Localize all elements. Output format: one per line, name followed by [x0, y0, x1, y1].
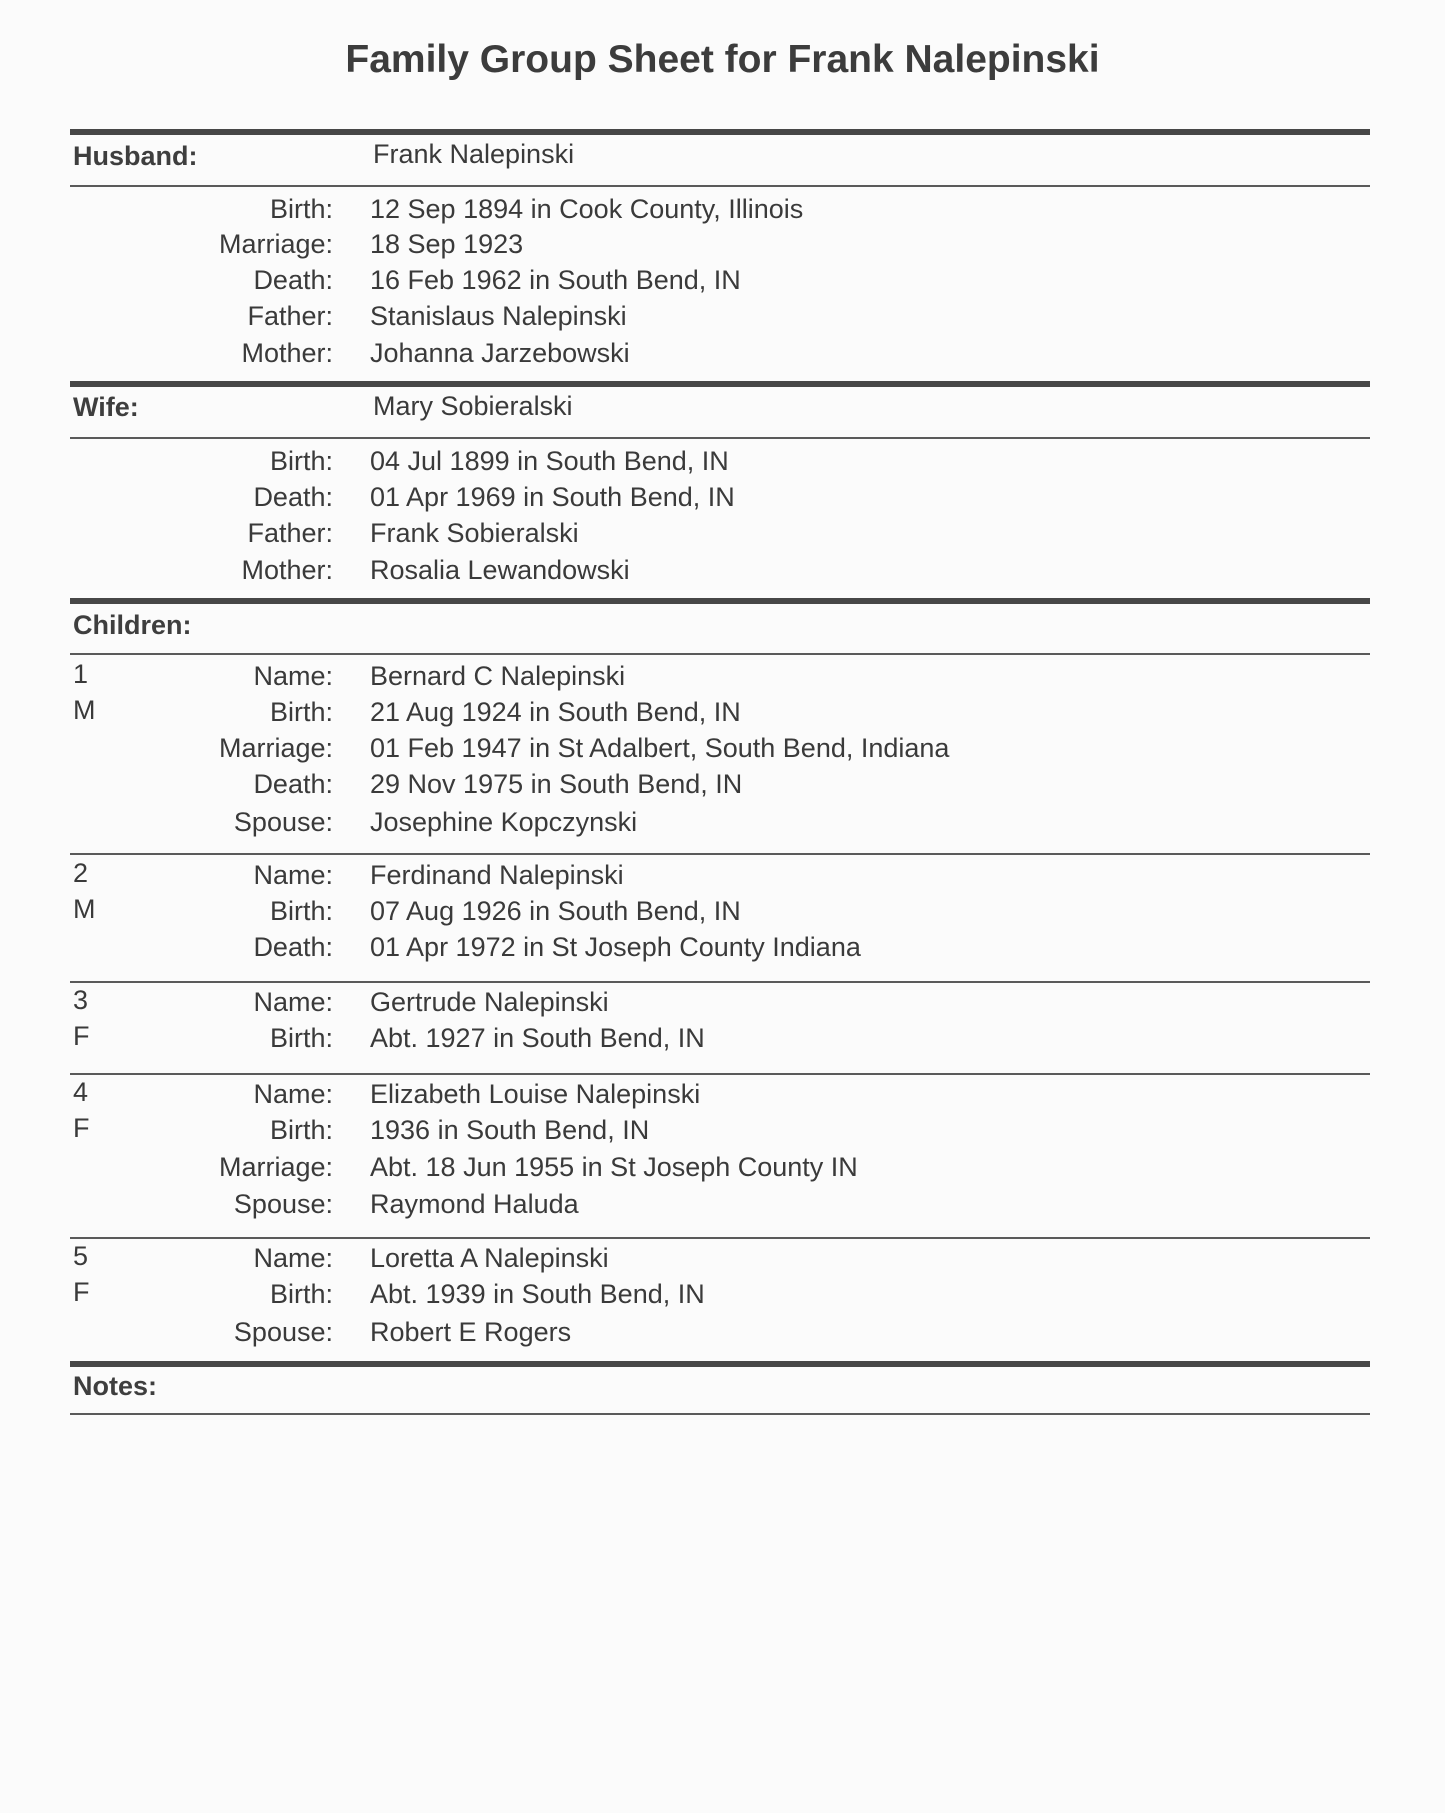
child-fact-value: 21 Aug 1924 in South Bend, IN [370, 697, 741, 727]
section-divider [70, 129, 1370, 135]
child-fact-label: Name: [253, 1079, 333, 1109]
child-sex: F [73, 1277, 90, 1307]
child-fact-value: Ferdinand Nalepinski [370, 860, 624, 890]
husband-fact-label: Birth: [269, 194, 333, 224]
husband-heading: Husband: [73, 141, 198, 171]
wife-fact-value: 01 Apr 1969 in South Bend, IN [370, 482, 735, 512]
husband-fact-label: Father: [247, 301, 333, 331]
child-fact-value: Abt. 1927 in South Bend, IN [370, 1023, 705, 1053]
row-divider [70, 1073, 1370, 1075]
wife-fact-label: Death: [253, 482, 333, 512]
child-fact-label: Marriage: [218, 1152, 333, 1182]
child-fact-label: Name: [253, 860, 333, 890]
child-number: 5 [73, 1241, 89, 1271]
row-divider [70, 1413, 1370, 1415]
section-divider [70, 381, 1370, 387]
child-fact-value: Josephine Kopczynski [370, 807, 638, 837]
child-fact-value: 01 Feb 1947 in St Adalbert, South Bend, Indiana [370, 733, 950, 763]
children-heading: Children: [73, 610, 192, 640]
child-fact-label: Name: [253, 987, 333, 1017]
wife-name: Mary Sobieralski [373, 391, 573, 421]
husband-fact-label: Marriage: [218, 229, 333, 259]
wife-heading: Wife: [73, 392, 139, 422]
child-sex: F [73, 1113, 90, 1143]
child-fact-label: Death: [253, 932, 333, 962]
child-fact-label: Spouse: [233, 807, 333, 837]
child-fact-label: Spouse: [233, 1317, 333, 1347]
child-fact-label: Birth: [269, 697, 333, 727]
child-sex: M [73, 695, 96, 725]
child-fact-label: Death: [253, 769, 333, 799]
child-fact-label: Birth: [269, 1115, 333, 1145]
section-divider [70, 1361, 1370, 1367]
husband-fact-value: 12 Sep 1894 in Cook County, Illinois [370, 194, 804, 224]
row-divider [70, 653, 1370, 655]
child-fact-value: Elizabeth Louise Nalepinski [370, 1079, 701, 1109]
child-fact-label: Marriage: [218, 733, 333, 763]
row-divider [70, 981, 1370, 983]
child-number: 4 [73, 1077, 89, 1107]
notes-heading: Notes: [73, 1371, 158, 1401]
child-fact-label: Spouse: [233, 1189, 333, 1219]
child-sex: F [73, 1021, 90, 1051]
child-fact-label: Birth: [269, 896, 333, 926]
husband-fact-value: Stanislaus Nalepinski [370, 301, 627, 331]
row-divider [70, 185, 1370, 187]
child-fact-value: 01 Apr 1972 in St Joseph County Indiana [370, 932, 861, 962]
section-divider [70, 598, 1370, 604]
husband-fact-value: Johanna Jarzebowski [370, 338, 630, 368]
child-fact-value: Abt. 1939 in South Bend, IN [370, 1279, 705, 1309]
wife-fact-label: Mother: [241, 555, 333, 585]
child-fact-value: 29 Nov 1975 in South Bend, IN [370, 769, 743, 799]
child-fact-label: Birth: [269, 1023, 333, 1053]
child-fact-value: 1936 in South Bend, IN [370, 1115, 650, 1145]
child-number: 3 [73, 985, 89, 1015]
child-fact-value: Abt. 18 Jun 1955 in St Joseph County IN [370, 1152, 858, 1182]
row-divider [70, 853, 1370, 855]
husband-fact-value: 16 Feb 1962 in South Bend, IN [370, 265, 741, 295]
wife-fact-label: Birth: [269, 446, 333, 476]
child-fact-value: Raymond Haluda [370, 1189, 579, 1219]
husband-fact-label: Death: [253, 265, 333, 295]
husband-fact-value: 18 Sep 1923 [370, 229, 524, 259]
child-fact-label: Name: [253, 661, 333, 691]
child-number: 1 [73, 659, 89, 689]
child-fact-value: Robert E Rogers [370, 1317, 572, 1347]
husband-name: Frank Nalepinski [373, 139, 575, 169]
child-fact-label: Name: [253, 1243, 333, 1273]
child-number: 2 [73, 858, 89, 888]
wife-fact-value: Rosalia Lewandowski [370, 555, 630, 585]
wife-fact-value: Frank Sobieralski [370, 518, 579, 548]
row-divider [70, 1237, 1370, 1239]
child-fact-value: 07 Aug 1926 in South Bend, IN [370, 896, 741, 926]
page-title: Family Group Sheet for Frank Nalepinski [345, 38, 1100, 81]
husband-fact-label: Mother: [241, 338, 333, 368]
wife-fact-label: Father: [247, 518, 333, 548]
row-divider [70, 437, 1370, 439]
child-fact-value: Bernard C Nalepinski [370, 661, 626, 691]
child-fact-value: Gertrude Nalepinski [370, 987, 609, 1017]
child-fact-value: Loretta A Nalepinski [370, 1243, 609, 1273]
child-sex: M [73, 894, 96, 924]
wife-fact-value: 04 Jul 1899 in South Bend, IN [370, 446, 729, 476]
child-fact-label: Birth: [269, 1279, 333, 1309]
